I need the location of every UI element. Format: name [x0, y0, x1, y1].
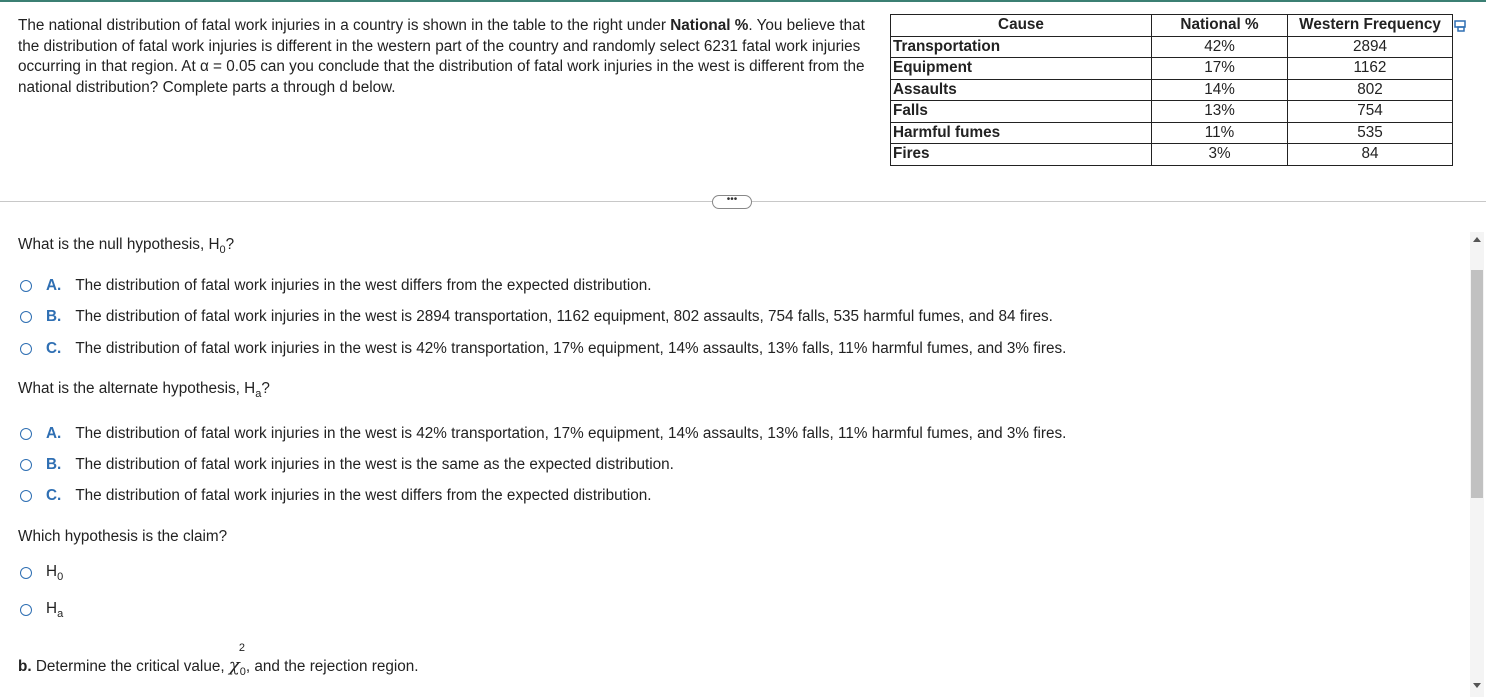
claim-option-h0[interactable]: [20, 563, 63, 583]
cell-cause: Falls: [891, 101, 1152, 123]
cell-western: 1162: [1288, 58, 1453, 80]
q2-text: What is the alternate hypothesis, H: [18, 380, 256, 397]
option-letter: A.: [46, 277, 62, 294]
alpha-symbol: α: [199, 58, 209, 75]
intro-bold: National %: [670, 17, 749, 34]
claim-option-label: $H_0$: [46, 563, 64, 583]
intro-text-1: The national distribution of fatal work injuries in a country is shown in the table to the right under: [18, 17, 671, 34]
radio-icon[interactable]: [20, 567, 32, 579]
option-letter: B.: [46, 308, 62, 325]
q1-option-c[interactable]: [20, 340, 1066, 358]
header-western: Western Frequency: [1288, 15, 1453, 37]
option-text: The distribution of fatal work injuries in the west differs from the expected distribution.: [75, 277, 652, 294]
cell-cause: Fires: [891, 144, 1152, 166]
radio-icon[interactable]: [20, 343, 32, 355]
expand-more-button[interactable]: •••: [712, 195, 752, 209]
header-national: National %: [1152, 15, 1288, 37]
intro-text-3: = 0.05 can you conclude that the distribution of fatal work injuries in the west is different from the national distribution? Complete parts a through d below.: [18, 58, 865, 96]
option-text: The distribution of fatal work injuries in the west is 42% transportation, 17% equipment, 14% assaults, 13% falls, 11% harmful fumes, and 3% fires.: [75, 340, 1067, 357]
chi-symbol: χ 2 $_0$: [228, 642, 246, 678]
cell-national: 17%: [1152, 58, 1288, 80]
cell-national: 11%: [1152, 122, 1288, 144]
intro-text-2: . You believe that the distribution of fatal work injuries is different in the western part of the country and randomly select 6231 fatal work injuries occurring in that region. At: [18, 17, 865, 75]
q2-sub: a: [255, 388, 262, 400]
option-text: The distribution of fatal work injuries in the west differs from the expected distribution.: [75, 487, 652, 504]
problem-intro: [18, 16, 890, 98]
radio-icon[interactable]: [20, 428, 32, 440]
q2-option-c[interactable]: [20, 487, 652, 505]
copy-icon[interactable]: [1454, 19, 1468, 33]
q1-end: ?: [225, 236, 235, 253]
radio-icon[interactable]: [20, 311, 32, 323]
option-text: The distribution of fatal work injuries in the west is the same as the expected distribution.: [75, 456, 674, 473]
option-text: The distribution of fatal work injuries in the west is 2894 transportation, 1162 equipment, 802 assaults, 754 falls, 535 harmful fumes, and 84 fires.: [75, 308, 1053, 325]
injury-table: [890, 14, 1453, 166]
part-b-label: b.: [18, 658, 32, 675]
header-cause: Cause: [891, 15, 1152, 37]
option-letter: B.: [46, 456, 62, 473]
part-b-text-1: Determine the critical value,: [31, 658, 229, 675]
cell-national: 14%: [1152, 79, 1288, 101]
cell-western: 754: [1288, 101, 1453, 123]
table-row: [891, 36, 1453, 58]
cell-western: 535: [1288, 122, 1453, 144]
null-hypothesis-question: [18, 236, 234, 256]
cell-national: 13%: [1152, 101, 1288, 123]
table-row: [891, 101, 1453, 123]
table-row: [891, 79, 1453, 101]
scrollbar-thumb[interactable]: [1471, 270, 1483, 498]
scroll-down-icon[interactable]: [1473, 683, 1481, 688]
option-text: The distribution of fatal work injuries in the west is 42% transportation, 17% equipment, 14% assaults, 13% falls, 11% harmful fumes, and 3% fires.: [75, 425, 1067, 442]
claim-option-ha[interactable]: [20, 600, 63, 620]
scroll-up-icon[interactable]: [1473, 237, 1481, 242]
cell-western: 802: [1288, 79, 1453, 101]
radio-icon[interactable]: [20, 280, 32, 292]
option-letter: C.: [46, 340, 62, 357]
radio-icon[interactable]: [20, 459, 32, 471]
q2-option-b[interactable]: [20, 456, 674, 474]
top-accent-line: [0, 0, 1486, 2]
q2-option-a[interactable]: [20, 425, 1066, 443]
cell-western: 84: [1288, 144, 1453, 166]
option-letter: C.: [46, 487, 62, 504]
radio-icon[interactable]: [20, 490, 32, 502]
table-row: [891, 144, 1453, 166]
part-b-text-2: , and the rejection region.: [245, 658, 419, 675]
q1-option-a[interactable]: [20, 277, 652, 295]
part-b-prompt: [18, 642, 419, 678]
cell-national: 42%: [1152, 36, 1288, 58]
table-row: [891, 58, 1453, 80]
q1-sub: 0: [219, 244, 226, 256]
cell-national: 3%: [1152, 144, 1288, 166]
option-letter: A.: [46, 425, 62, 442]
q1-text: What is the null hypothesis, H: [18, 236, 220, 253]
claim-option-label: $H_a$: [46, 600, 64, 620]
claim-question: Which hypothesis is the claim?: [18, 528, 228, 545]
radio-icon[interactable]: [20, 604, 32, 616]
cell-cause: Assaults: [891, 79, 1152, 101]
cell-cause: Equipment: [891, 58, 1152, 80]
q1-option-b[interactable]: [20, 308, 1053, 326]
cell-cause: Transportation: [891, 36, 1152, 58]
table-header-row: [891, 15, 1453, 37]
alternate-hypothesis-question: [18, 380, 270, 400]
cell-cause: Harmful fumes: [891, 122, 1152, 144]
table-row: [891, 122, 1453, 144]
q2-end: ?: [261, 380, 270, 397]
cell-western: 2894: [1288, 36, 1453, 58]
